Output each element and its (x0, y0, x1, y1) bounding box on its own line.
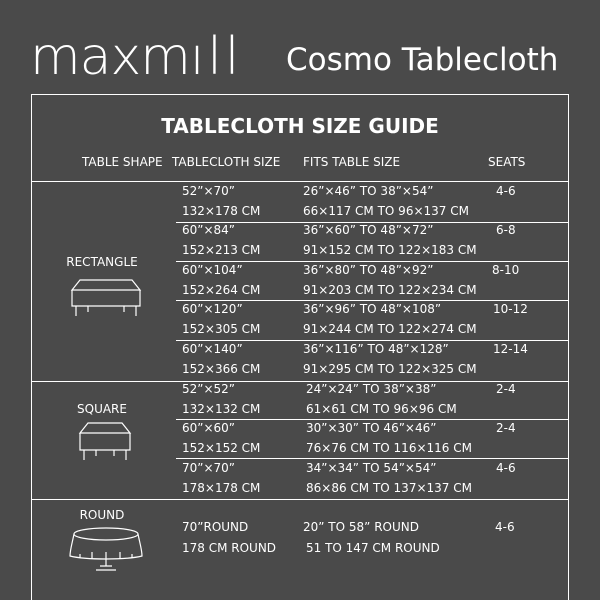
fits-in-cell: 36”×80” TO 48”×92” (303, 263, 434, 277)
seats-cell: 6-8 (496, 223, 516, 237)
size-cm-cell: 178 CM ROUND (182, 541, 277, 555)
header-fits-table-size: FITS TABLE SIZE (303, 155, 401, 169)
fits-in-cell: 36”×96” TO 48”×108” (303, 302, 442, 316)
size-cm-cell: 132×178 CM (182, 204, 261, 218)
group-divider (31, 381, 569, 382)
fits-cm-cell: 61×61 CM TO 96×96 CM (306, 402, 457, 416)
fits-in-cell: 26”×46” TO 38”×54” (303, 184, 434, 198)
fits-cm-cell: 66×117 CM TO 96×137 CM (303, 204, 469, 218)
seats-cell: 12-14 (493, 342, 528, 356)
size-guide-title: TABLECLOTH SIZE GUIDE (161, 114, 439, 138)
shape-label-rectangle: RECTANGLE (66, 255, 138, 269)
group-divider (31, 181, 569, 182)
header-table-shape: TABLE SHAPE (82, 155, 163, 169)
fits-cm-cell: 91×203 CM TO 122×234 CM (303, 283, 477, 297)
size-cm-cell: 152×366 CM (182, 362, 261, 376)
size-in-cell: 52”×70” (182, 184, 236, 198)
seats-cell: 4-6 (496, 184, 516, 198)
square-table-icon (76, 420, 134, 462)
seats-cell: 2-4 (496, 382, 516, 396)
fits-in-cell: 36”×60” TO 48”×72” (303, 223, 434, 237)
seats-cell: 2-4 (496, 421, 516, 435)
page-title: Cosmo Tablecloth (286, 42, 559, 78)
size-cm-cell: 152×305 CM (182, 322, 261, 336)
size-cm-cell: 152×264 CM (182, 283, 261, 297)
group-divider (31, 499, 569, 500)
seats-cell: 10-12 (493, 302, 528, 316)
rectangle-table-icon (66, 276, 146, 318)
size-in-cell: 60”×60” (182, 421, 236, 435)
size-in-cell: 60”×140” (182, 342, 243, 356)
fits-in-cell: 34”×34” TO 54”×54” (306, 461, 437, 475)
size-in-cell: 60”×104” (182, 263, 243, 277)
brand-logo-text: maxm (30, 27, 190, 87)
size-in-cell: 70”ROUND (182, 520, 249, 534)
size-cm-cell: 178×178 CM (182, 481, 261, 495)
size-in-cell: 60”×84” (182, 223, 236, 237)
header-seats: SEATS (488, 155, 526, 169)
size-cm-cell: 152×213 CM (182, 243, 261, 257)
fits-cm-cell: 86×86 CM TO 137×137 CM (306, 481, 472, 495)
size-cm-cell: 132×132 CM (182, 402, 261, 416)
fits-cm-cell: 51 TO 147 CM ROUND (306, 541, 440, 555)
shape-label-round: ROUND (79, 508, 125, 522)
fits-in-cell: 30”×30” TO 46”×46” (306, 421, 437, 435)
fits-cm-cell: 91×244 CM TO 122×274 CM (303, 322, 477, 336)
brand-logo-bars: ıll (189, 27, 243, 87)
size-cm-cell: 152×152 CM (182, 441, 261, 455)
size-in-cell: 60”×120” (182, 302, 243, 316)
size-in-cell: 52”×52” (182, 382, 236, 396)
fits-in-cell: 36”×116” TO 48”×128” (303, 342, 449, 356)
header-tablecloth-size: TABLECLOTH SIZE (172, 155, 281, 169)
seats-cell: 8-10 (492, 263, 520, 277)
fits-cm-cell: 76×76 CM TO 116×116 CM (306, 441, 472, 455)
fits-cm-cell: 91×152 CM TO 122×183 CM (303, 243, 477, 257)
brand-logo (30, 26, 242, 88)
fits-cm-cell: 91×295 CM TO 122×325 CM (303, 362, 477, 376)
round-table-icon (66, 526, 146, 574)
seats-cell: 4-6 (496, 461, 516, 475)
seats-cell: 4-6 (495, 520, 515, 534)
fits-in-cell: 20” TO 58” ROUND (303, 520, 419, 534)
fits-in-cell: 24”×24” TO 38”×38” (306, 382, 437, 396)
size-in-cell: 70”×70” (182, 461, 236, 475)
shape-label-square: SQUARE (77, 402, 127, 416)
